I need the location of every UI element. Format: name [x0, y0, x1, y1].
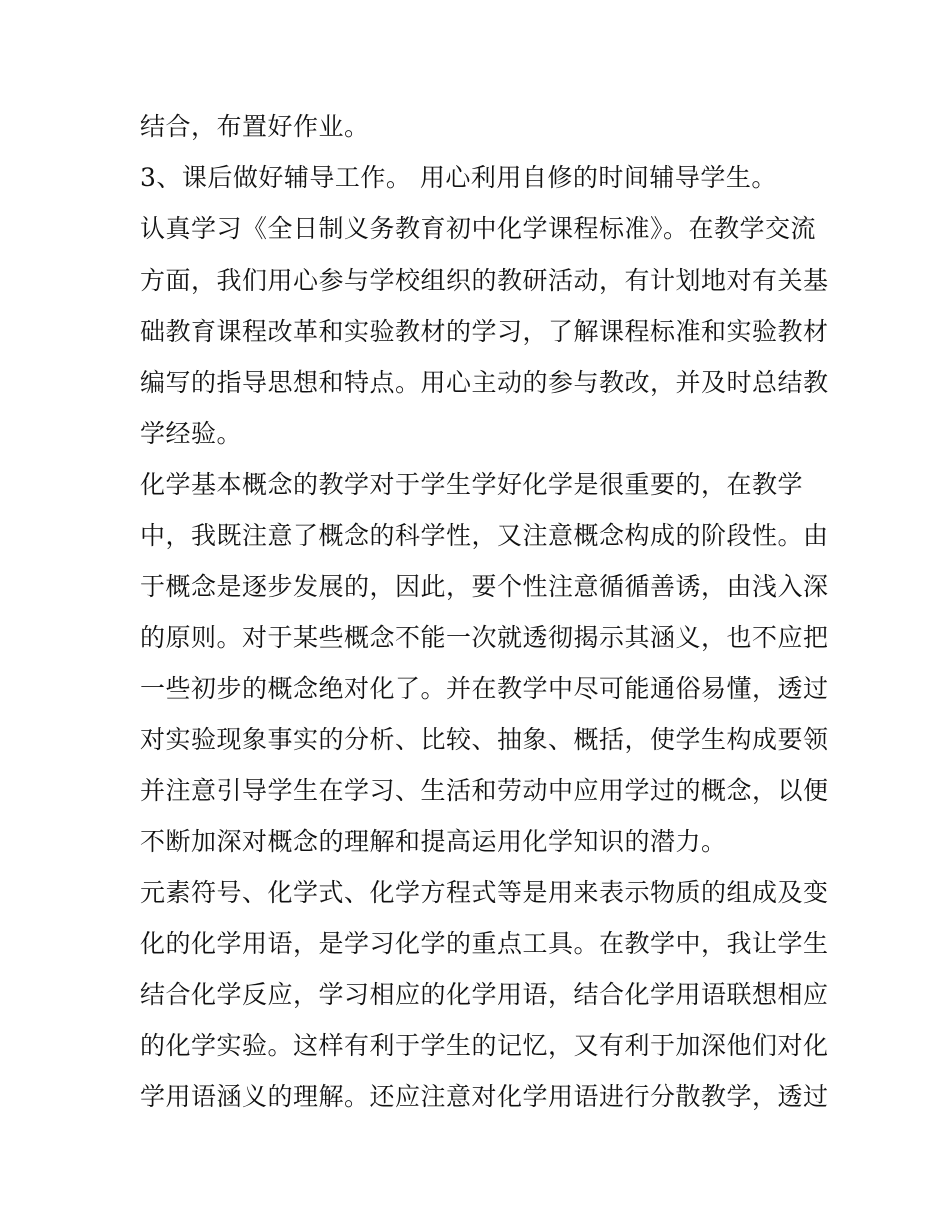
text-line: 学用语涵义的理解。还应注意对化学用语进行分散教学，透过	[140, 1082, 829, 1111]
text-line: 元素符号、化学式、化学方程式等是用来表示物质的组成及变	[140, 878, 829, 907]
text-line: 的化学实验。这样有利于学生的记忆，又有利于加深他们对化	[140, 1031, 829, 1060]
text-line: 方面，我们用心参与学校组织的教研活动，有计划地对有关基	[140, 266, 829, 295]
text-line: 一些初步的概念绝对化了。并在教学中尽可能通俗易懂，透过	[140, 674, 829, 703]
text-line: 的原则。对于某些概念不能一次就透彻揭示其涵义，也不应把	[140, 623, 829, 652]
text-line: 3、课后做好辅导工作。 用心利用自修的时间辅导学生。	[140, 163, 777, 192]
text-line: 于概念是逐步发展的，因此，要个性注意循循善诱，由浅入深	[140, 572, 829, 601]
text-line: 不断加深对概念的理解和提高运用化学知识的潜力。	[140, 827, 727, 856]
text-line: 中，我既注意了概念的科学性，又注意概念构成的阶段性。由	[140, 521, 829, 550]
text-line: 结合，布置好作业。	[140, 112, 370, 141]
text-line: 对实验现象事实的分析、比较、抽象、概括，使学生构成要领	[140, 725, 829, 754]
text-line: 并注意引导学生在学习、生活和劳动中应用学过的概念，以便	[140, 776, 829, 805]
text-line: 编写的指导思想和特点。用心主动的参与教改，并及时总结教	[140, 368, 829, 397]
text-line: 化学基本概念的教学对于学生学好化学是很重要的，在教学	[140, 470, 804, 499]
text-line: 础教育课程改革和实验教材的学习，了解课程标准和实验教材	[140, 317, 829, 346]
text-line: 化的化学用语，是学习化学的重点工具。在教学中，我让学生	[140, 929, 829, 958]
text-line: 学经验。	[140, 419, 243, 448]
text-line: 结合化学反应，学习相应的化学用语，结合化学用语联想相应	[140, 980, 829, 1009]
text-line: 认真学习《全日制义务教育初中化学课程标准》。在教学交流	[140, 214, 817, 243]
